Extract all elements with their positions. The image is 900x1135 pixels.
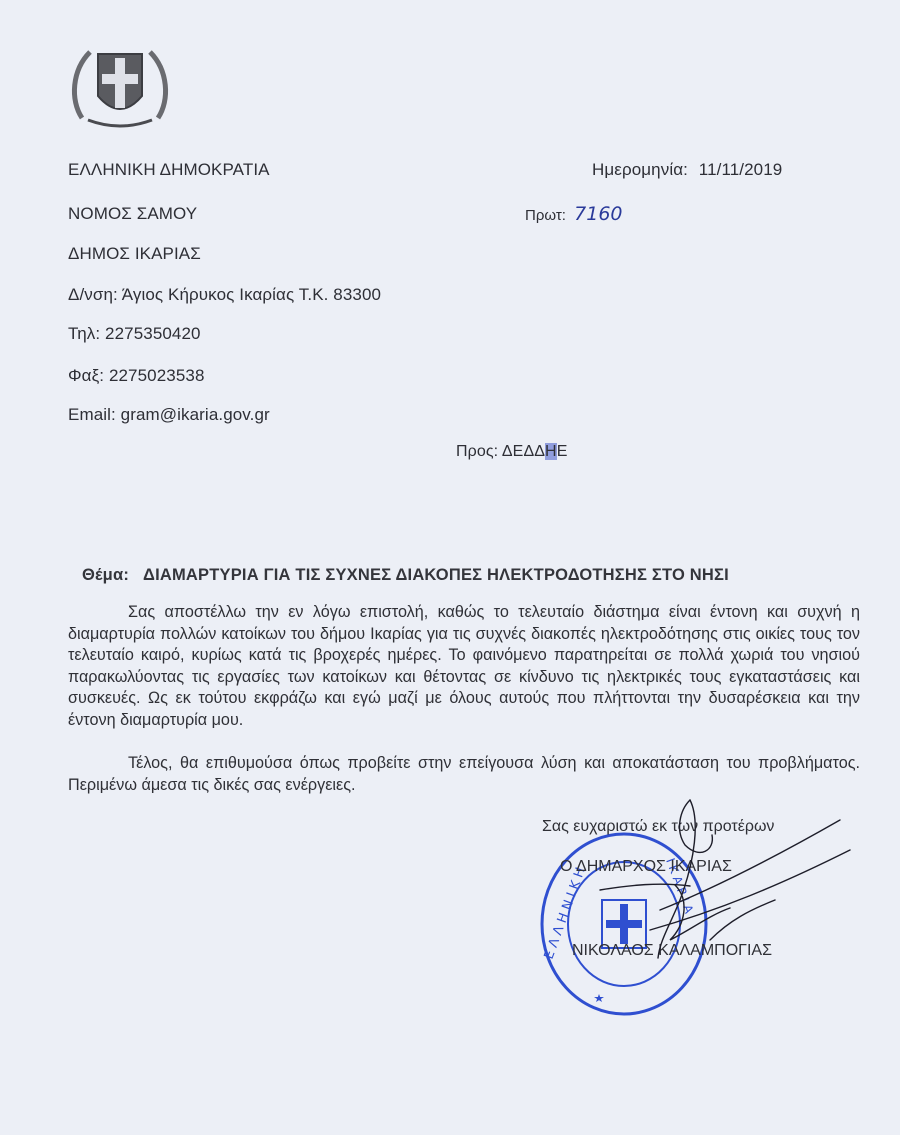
thanks-line: Σας ευχαριστώ εκ των προτέρων	[542, 818, 775, 835]
header-fax: Φαξ: 2275023538	[68, 366, 205, 385]
recipient-name	[502, 443, 568, 460]
date-value: 11/11/2019	[698, 160, 783, 179]
subject-label: Θέμα:	[82, 566, 130, 584]
recipient-name-end: Ε	[556, 443, 568, 460]
coat-of-arms-icon	[68, 40, 172, 130]
subject-text: ΔΙΑΜΑΡΤΥΡΙΑ ΓΙΑ ΤΙΣ ΣΥΧΝΕΣ ΔΙΑΚΟΠΕΣ ΗΛΕΚΤΡΟΔΟΤΗΣΗΣ ΣΤΟ ΝΗΣΙ	[143, 566, 729, 584]
recipient-name-start: ΔΕΔΔ	[501, 443, 546, 460]
mayor-title: Ο ΔΗΜΑΡΧΟΣ ΙΚΑΡΙΑΣ	[560, 858, 732, 875]
protocol-number: 7160	[574, 203, 623, 225]
header-municipality: ΔΗΜΟΣ ΙΚΑΡΙΑΣ	[68, 244, 201, 263]
handwritten-signature	[540, 790, 860, 990]
header-phone: Τηλ: 2275350420	[68, 324, 201, 343]
recipient-label: Προς:	[456, 443, 499, 460]
header-address: Δ/νση: Άγιος Κήρυκος Ικαρίας Τ.Κ. 83300	[68, 285, 382, 304]
header-email: Email: gram@ikaria.gov.gr	[68, 405, 270, 424]
header-prefecture: ΝΟΜΟΣ ΣΑΜΟΥ	[68, 204, 198, 223]
recipient-line	[456, 443, 567, 461]
recipient-name-highlight: Η	[545, 443, 557, 460]
protocol-label: Πρωτ:	[525, 207, 566, 224]
protocol-line	[525, 203, 623, 225]
header-country: ΕΛΛΗΝΙΚΗ ΔΗΜΟΚΡΑΤΙΑ	[68, 160, 270, 179]
subject-line	[82, 566, 729, 585]
svg-text:Ι Κ Α Ρ Ι Α: Ι Κ Α Ρ Ι Α	[663, 856, 697, 916]
body-paragraph-1: Σας αποστέλλω την εν λόγω επιστολή, καθώς το τελευταίο διάστημα είναι έντονη και συχνή η διαμαρτυρία πολλών κατοίκων του δήμου Ικαρίας για τις συχνές διακοπές ηλεκτροδότησης στις οικίες τους τον τελευταίο καιρό, κυρίως κατά τις βροχερές ημέρες. Το φαινόμενο παρατηρείται σε πολλά χωριά του νησιού παρακωλύοντας τις εργασίες των κατοίκων και θέτοντας σε κίνδυνο τις ηλεκτρικές τους εγκαταστάσεις και συσκευές. Ως εκ τούτου εκφράζω και εγώ μαζί με όλους αυτούς που πλήττονται την δυσαρέσκεια και την έντονη διαμαρτυρία μου.	[68, 603, 860, 729]
date-line	[592, 160, 782, 180]
mayor-name: ΝΙΚΟΛΑΟΣ ΚΑΛΑΜΠΟΓΙΑΣ	[572, 942, 772, 959]
svg-text:Ε Λ Λ Η Ν Ι Κ Η: Ε Λ Λ Η Ν Ι Κ Η	[541, 865, 589, 962]
date-label: Ημερομηνία:	[592, 160, 688, 179]
body-paragraph-2: Τέλος, θα επιθυμούσα όπως προβείτε στην επείγουσα λύση και αποκατάσταση του προβλήματος. Περιμένω άμεσα τις δικές σας ενέργειες.	[68, 754, 860, 794]
